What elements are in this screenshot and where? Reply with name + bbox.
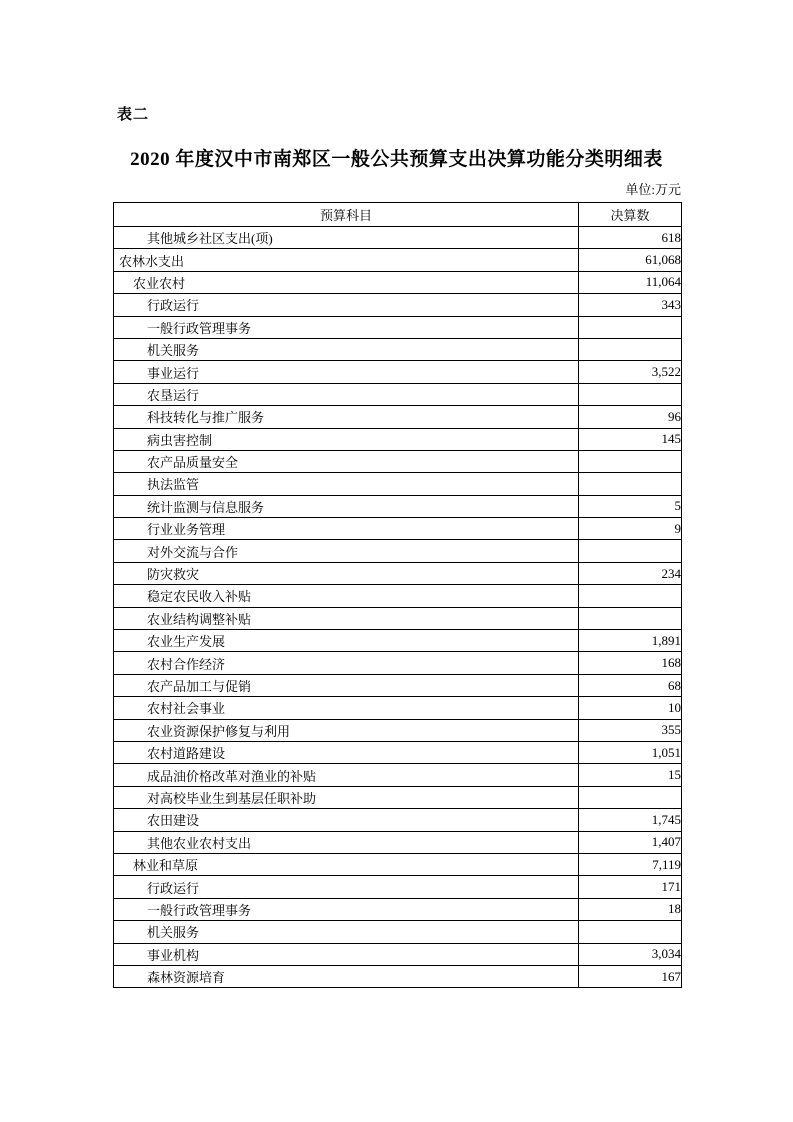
- amount-cell: [579, 540, 682, 562]
- subject-cell: 事业运行: [114, 361, 579, 383]
- amount-cell: 1,407: [579, 831, 682, 853]
- table-row: [114, 338, 682, 360]
- amount-cell: [579, 607, 682, 629]
- table-row: [114, 809, 682, 831]
- amount-cell: [579, 786, 682, 808]
- table-row: [114, 921, 682, 943]
- amount-cell: 167: [579, 965, 682, 987]
- amount-cell: 145: [579, 428, 682, 450]
- table-header-row: [114, 203, 682, 227]
- amount-cell: 5: [579, 495, 682, 517]
- budget-table: [113, 202, 682, 988]
- page-title: 2020 年度汉中市南郑区一般公共预算支出决算功能分类明细表: [130, 149, 663, 170]
- subject-cell: 农业农村: [114, 271, 579, 293]
- table-row: [114, 741, 682, 763]
- subject-cell: 科技转化与推广服务: [114, 406, 579, 428]
- table-row: [114, 786, 682, 808]
- table-row: [114, 518, 682, 540]
- amount-cell: 1,745: [579, 809, 682, 831]
- table-row: [114, 898, 682, 920]
- subject-cell: 行业业务管理: [114, 518, 579, 540]
- table-row: [114, 697, 682, 719]
- subject-cell: 对高校毕业生到基层任职补助: [114, 786, 579, 808]
- subject-cell: 病虫害控制: [114, 428, 579, 450]
- subject-cell: 成品油价格改革对渔业的补贴: [114, 764, 579, 786]
- amount-cell: 234: [579, 562, 682, 584]
- subject-cell: 统计监测与信息服务: [114, 495, 579, 517]
- subject-cell: 事业机构: [114, 943, 579, 965]
- subject-cell: 农村合作经济: [114, 652, 579, 674]
- amount-cell: [579, 338, 682, 360]
- subject-cell: 稳定农民收入补贴: [114, 585, 579, 607]
- subject-cell: 对外交流与合作: [114, 540, 579, 562]
- amount-cell: 1,051: [579, 741, 682, 763]
- table-body: [114, 227, 682, 988]
- amount-cell: 618: [579, 227, 682, 249]
- table-row: [114, 473, 682, 495]
- subject-cell: 其他城乡社区支出(项): [114, 227, 579, 249]
- subject-cell: 农林水支出: [114, 249, 579, 271]
- subject-cell: 农垦运行: [114, 383, 579, 405]
- table-row: [114, 719, 682, 741]
- table-row: [114, 249, 682, 271]
- amount-cell: 3,522: [579, 361, 682, 383]
- table-row: [114, 227, 682, 249]
- subject-cell: 行政运行: [114, 876, 579, 898]
- table-row: [114, 764, 682, 786]
- amount-cell: [579, 473, 682, 495]
- subject-cell: 机关服务: [114, 338, 579, 360]
- table-row: [114, 965, 682, 987]
- subject-cell: 农业结构调整补贴: [114, 607, 579, 629]
- subject-cell: 一般行政管理事务: [114, 898, 579, 920]
- table-row: [114, 876, 682, 898]
- amount-cell: [579, 921, 682, 943]
- table-row: [114, 630, 682, 652]
- amount-cell: [579, 383, 682, 405]
- table-row: [114, 495, 682, 517]
- table-row: [114, 562, 682, 584]
- amount-cell: 171: [579, 876, 682, 898]
- subject-cell: 一般行政管理事务: [114, 316, 579, 338]
- subject-cell: 行政运行: [114, 294, 579, 316]
- amount-cell: 343: [579, 294, 682, 316]
- column-header-subject: 预算科目: [114, 203, 579, 227]
- amount-cell: 10: [579, 697, 682, 719]
- amount-cell: 3,034: [579, 943, 682, 965]
- table-row: [114, 294, 682, 316]
- subject-cell: 林业和草原: [114, 853, 579, 875]
- table-row: [114, 406, 682, 428]
- amount-cell: 96: [579, 406, 682, 428]
- table-row: [114, 271, 682, 293]
- table-row: [114, 652, 682, 674]
- amount-cell: 15: [579, 764, 682, 786]
- amount-cell: 18: [579, 898, 682, 920]
- subject-cell: 执法监管: [114, 473, 579, 495]
- table-row: [114, 585, 682, 607]
- amount-cell: 168: [579, 652, 682, 674]
- subject-cell: 机关服务: [114, 921, 579, 943]
- column-header-amount: 决算数: [579, 203, 682, 227]
- amount-cell: [579, 585, 682, 607]
- amount-cell: 9: [579, 518, 682, 540]
- subject-cell: 农村社会事业: [114, 697, 579, 719]
- subject-cell: 防灾救灾: [114, 562, 579, 584]
- subject-cell: 农业资源保护修复与利用: [114, 719, 579, 741]
- table-number-label: 表二: [117, 107, 150, 123]
- amount-cell: 7,119: [579, 853, 682, 875]
- amount-cell: 61,068: [579, 249, 682, 271]
- subject-cell: 农产品加工与促销: [114, 674, 579, 696]
- table-row: [114, 831, 682, 853]
- table-row: [114, 428, 682, 450]
- table-row: [114, 674, 682, 696]
- amount-cell: [579, 316, 682, 338]
- table-row: [114, 316, 682, 338]
- table-row: [114, 450, 682, 472]
- amount-cell: [579, 450, 682, 472]
- table-row: [114, 383, 682, 405]
- subject-cell: 农业生产发展: [114, 630, 579, 652]
- subject-cell: 其他农业农村支出: [114, 831, 579, 853]
- table-row: [114, 607, 682, 629]
- unit-note: 单位:万元: [625, 182, 681, 197]
- amount-cell: 355: [579, 719, 682, 741]
- table-row: [114, 540, 682, 562]
- table-row: [114, 943, 682, 965]
- subject-cell: 森林资源培育: [114, 965, 579, 987]
- amount-cell: 11,064: [579, 271, 682, 293]
- subject-cell: 农产品质量安全: [114, 450, 579, 472]
- amount-cell: 68: [579, 674, 682, 696]
- table-row: [114, 853, 682, 875]
- amount-cell: 1,891: [579, 630, 682, 652]
- subject-cell: 农田建设: [114, 809, 579, 831]
- table-row: [114, 361, 682, 383]
- subject-cell: 农村道路建设: [114, 741, 579, 763]
